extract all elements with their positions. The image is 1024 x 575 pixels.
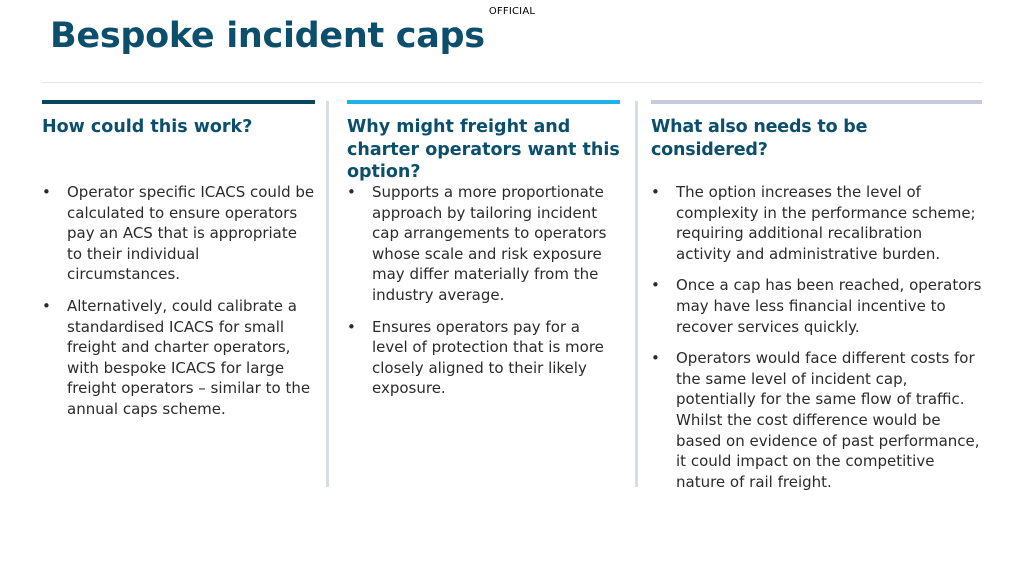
bullet-text: Operators would face different costs for the same level of incident cap, potentially for the same flow of traffic. Whilst the cost difference would be based on evidence of past performance, it could impact on the competitive nature of rail freight.	[676, 349, 980, 491]
bullet-item	[651, 348, 982, 492]
column-why-operators-want-option	[347, 100, 620, 410]
title-divider	[42, 82, 982, 83]
bullet-icon: •	[651, 276, 660, 295]
column-heading: How could this work?	[42, 117, 253, 137]
classification-label: OFFICIAL	[488, 6, 536, 17]
bullet-text: The option increases the level of complexity in the performance scheme; requiring additional recalibration activity and administrative burden.	[676, 183, 976, 263]
bullet-item	[651, 182, 982, 264]
column-how-could-this-work	[42, 100, 315, 431]
bullet-icon: •	[42, 183, 51, 201]
bullet-item	[347, 317, 620, 399]
bullet-list	[347, 182, 620, 399]
column-divider	[326, 101, 329, 487]
bullet-list	[42, 182, 315, 420]
bullet-text: Once a cap has been reached, operators may have less financial incentive to recover services quickly.	[676, 276, 982, 336]
bullet-item	[42, 296, 315, 420]
bullet-text: Alternatively, could calibrate a standardised ICACS for small freight and charter operators, with bespoke ICACS for large freight operators – similar to the annual caps scheme.	[67, 296, 311, 418]
bullet-text: Ensures operators pay for a level of protection that is more closely aligned to their likely exposure.	[372, 317, 604, 398]
bullet-list	[651, 182, 982, 492]
bullet-text: Operator specific ICACS could be calculated to ensure operators pay an ACS that is appropriate to their individual circumstances.	[67, 183, 315, 284]
column-heading: What also needs to be considered?	[651, 117, 868, 160]
bullet-text: Supports a more proportionate approach by tailoring incident cap arrangements to operators whose scale and risk exposure may differ materially from the industry average.	[372, 183, 607, 304]
bullet-item	[42, 182, 315, 285]
column-heading: Why might freight and charter operators want this option?	[347, 117, 620, 182]
column-divider	[635, 101, 638, 487]
bullet-icon: •	[651, 349, 660, 368]
bullet-item	[651, 275, 982, 337]
bullet-icon: •	[347, 317, 356, 336]
bullet-item	[347, 182, 620, 306]
bullet-icon: •	[347, 183, 356, 201]
column-also-needs-considering	[651, 100, 982, 503]
page-title: Bespoke incident caps	[50, 16, 485, 56]
bullet-icon: •	[651, 183, 660, 201]
bullet-icon: •	[42, 296, 51, 315]
